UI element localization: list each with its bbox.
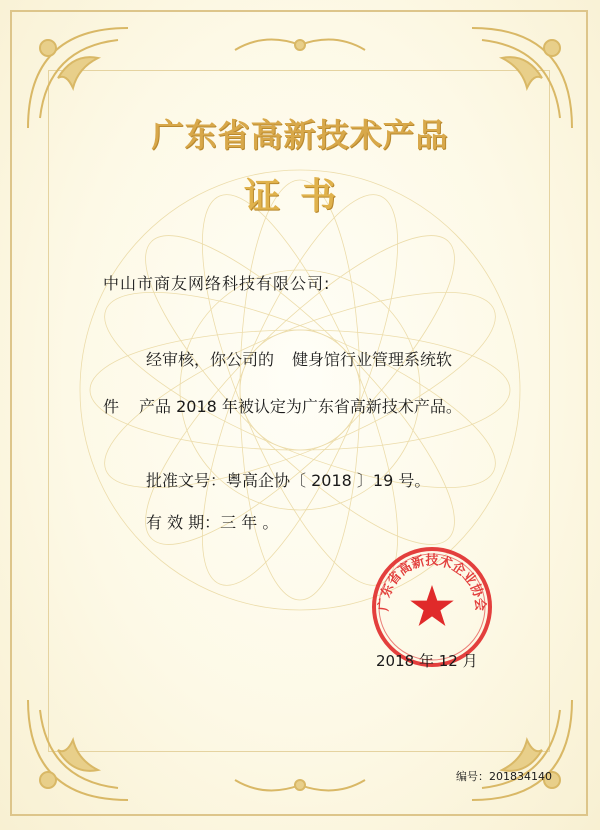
addressee: 中山市商友网络科技有限公司: xyxy=(103,274,331,293)
body-line-1-prefix: 经审核，你公司的 xyxy=(146,350,275,369)
issue-date: 2018 年 12 月 xyxy=(376,652,478,670)
corner-ornament-bottom-left xyxy=(18,690,138,810)
serial-number: 编号：201834140 xyxy=(456,770,552,783)
product-name-start: 健身馆行业管理系统软 xyxy=(292,350,453,369)
approval-number: 批准文号：粤高企协〔 2018 〕19 号。 xyxy=(146,471,431,490)
body-line-2 xyxy=(103,394,462,417)
bottom-center-ornament xyxy=(230,770,370,800)
certificate-title: 广东省高新技术产品 xyxy=(151,116,449,154)
product-name-end: 件 xyxy=(103,397,120,416)
body-line-1 xyxy=(146,347,452,370)
body-line-2-text: 产品 2018 年被认定为广东省高新技术产品。 xyxy=(139,397,462,416)
top-center-ornament xyxy=(230,30,370,60)
certificate-subtitle: 证书 xyxy=(243,176,356,217)
seal-text: 广东省高新技术企业协会 xyxy=(376,553,488,612)
red-star-icon xyxy=(410,585,453,626)
validity-period: 有 效 期：三 年 。 xyxy=(146,513,279,532)
corner-ornament-bottom-right xyxy=(462,690,582,810)
